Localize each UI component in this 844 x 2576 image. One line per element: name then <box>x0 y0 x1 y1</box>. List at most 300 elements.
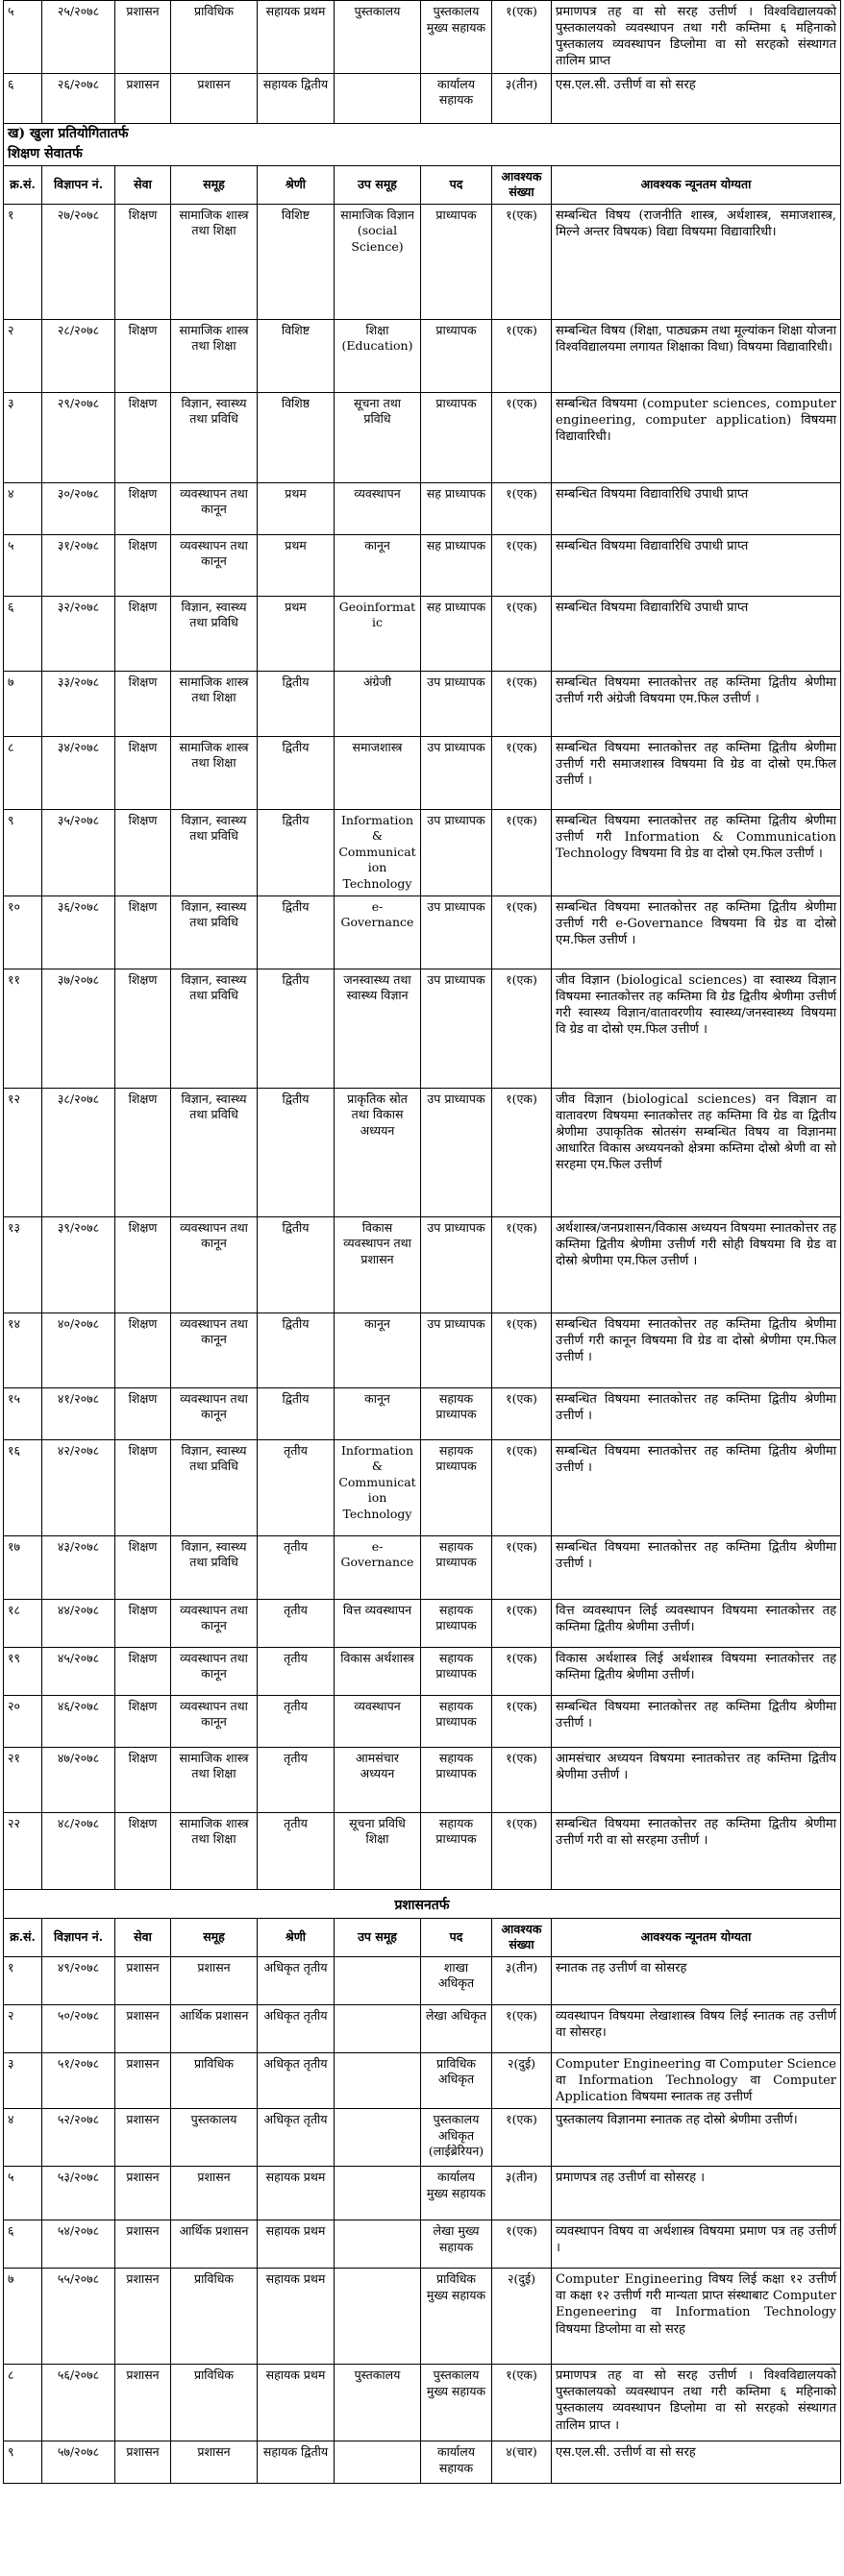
group-cell: सामाजिक शास्त्र तथा शिक्षा <box>171 736 258 809</box>
column-header: आवश्यक न्यूनतम योग्यता <box>552 1918 841 1956</box>
required-count-cell: १(एक) <box>492 392 552 482</box>
advertisement-no-cell: २७/२०७८ <box>42 204 115 319</box>
class-cell: द्वितीय <box>258 1387 335 1439</box>
service-cell: प्रशासन <box>115 2269 171 2365</box>
required-count-cell: १(एक) <box>492 2004 552 2052</box>
serial-cell: १६ <box>4 1439 42 1535</box>
subgroup-cell: अंग्रेजी <box>335 671 421 736</box>
serial-cell: ६ <box>4 73 42 123</box>
subgroup-cell: कानून <box>335 1387 421 1439</box>
table-row <box>4 1439 841 1535</box>
column-header: पद <box>421 1918 492 1956</box>
table-row <box>4 809 841 895</box>
service-cell: शिक्षण <box>115 319 171 392</box>
qualification-cell: सम्बन्धित विषयमा विद्यावारिधि उपाधी प्राप्त <box>552 534 841 596</box>
table-row <box>4 1695 841 1747</box>
class-cell: अधिकृत तृतीय <box>258 2109 335 2167</box>
qualification-cell: जीव विज्ञान (biological sciences) वा स्वास्थ्य विज्ञान विषयमा स्नातकोत्तर तह कम्तिमा वि ग्रेड द्वितीय श्रेणीमा उत्तीर्ण गरी स्वास्थ्य विज्ञान/वातावरणीय स्वास्थ्य/जनस्वास्थ्य विषयमा वि ग्रेड वा दोस्रो एम.फिल उत्तीर्ण । <box>552 969 841 1088</box>
subgroup-cell: e-Governance <box>335 895 421 969</box>
group-cell: प्राविधिक <box>171 2365 258 2441</box>
post-cell: प्राध्यापक <box>421 392 492 482</box>
required-count-cell: १(एक) <box>492 1812 552 1889</box>
required-count-cell: १(एक) <box>492 1647 552 1695</box>
required-count-cell: १(एक) <box>492 1216 552 1313</box>
serial-cell: ७ <box>4 2269 42 2365</box>
required-count-cell: १(एक) <box>492 1535 552 1599</box>
required-count-cell: १(एक) <box>492 1387 552 1439</box>
group-cell: विज्ञान, स्वास्थ्य तथा प्रविधि <box>171 969 258 1088</box>
serial-cell: १३ <box>4 1216 42 1313</box>
post-cell: सहायक प्राध्यापक <box>421 1439 492 1535</box>
table-row <box>4 1747 841 1812</box>
group-cell: सामाजिक शास्त्र तथा शिक्षा <box>171 204 258 319</box>
required-count-cell: १(एक) <box>492 1088 552 1216</box>
required-count-cell: १(एक) <box>492 1439 552 1535</box>
qualification-cell: सम्बन्धित विषयमा स्नातकोत्तर तह कम्तिमा द्वितीय श्रेणीमा उत्तीर्ण । <box>552 1535 841 1599</box>
advertisement-no-cell: ५३/२०७८ <box>42 2167 115 2220</box>
column-header: आवश्यक संख्या <box>492 1918 552 1956</box>
table-row <box>4 534 841 596</box>
serial-cell: ५ <box>4 534 42 596</box>
required-count-cell: १(एक) <box>492 204 552 319</box>
top-continuation-table <box>3 0 841 124</box>
group-cell: सामाजिक शास्त्र तथा शिक्षा <box>171 671 258 736</box>
table-row <box>4 1216 841 1313</box>
qualification-cell: सम्बन्धित विषय (राजनीति शास्त्र, अर्थशास्त्र, समाजशास्त्र, मिल्ने अन्तर विषयक) विद्या विषयमा विद्यावारिधी। <box>552 204 841 319</box>
required-count-cell: १(एक) <box>492 671 552 736</box>
required-count-cell: २(दुई) <box>492 2269 552 2365</box>
group-cell: प्रशासन <box>171 1956 258 2004</box>
post-cell: उप प्राध्यापक <box>421 1216 492 1313</box>
subgroup-cell: व्यवस्थापन <box>335 482 421 534</box>
required-count-cell: १(एक) <box>492 1599 552 1647</box>
post-cell: सहायक प्राध्यापक <box>421 1599 492 1647</box>
advertisement-no-cell: ५४/२०७८ <box>42 2220 115 2269</box>
qualification-cell: आमसंचार अध्ययन विषयमा स्नातकोत्तर तह कम्तिमा द्वितीय श्रेणीमा उत्तीर्ण । <box>552 1747 841 1812</box>
qualification-cell: सम्बन्धित विषयमा विद्यावारिधि उपाधी प्राप्त <box>552 482 841 534</box>
advertisement-no-cell: ५१/२०७८ <box>42 2052 115 2108</box>
subgroup-cell: जनस्वास्थ्य तथा स्वास्थ्य विज्ञान <box>335 969 421 1088</box>
qualification-cell: सम्बन्धित विषयमा विद्यावारिधि उपाधी प्राप्त <box>552 596 841 671</box>
serial-cell: ५ <box>4 2167 42 2220</box>
table-row <box>4 1 841 74</box>
service-cell: प्रशासन <box>115 2052 171 2108</box>
service-cell: शिक्षण <box>115 1535 171 1599</box>
serial-cell: ३ <box>4 2052 42 2108</box>
qualification-cell: प्रमाणपत्र तह उत्तीर्ण वा सोसरह । <box>552 2167 841 2220</box>
post-cell: उप प्राध्यापक <box>421 809 492 895</box>
required-count-cell: १(एक) <box>492 319 552 392</box>
qualification-cell: प्रमाणपत्र तह वा सो सरह उत्तीर्ण । विश्वविद्यालयको पुस्तकालयको व्यवस्थापन तथा गरी कम्तिमा ६ महिनाको पुस्तकालय व्यवस्थापन डिप्लोमा वा सो सरहको संस्थागत तालिम प्राप्त <box>552 1 841 74</box>
advertisement-no-cell: ५०/२०७८ <box>42 2004 115 2052</box>
qualification-cell: व्यवस्थापन विषयमा लेखाशास्त्र विषय लिई स्नातक तह उत्तीर्ण वा सोसरह। <box>552 2004 841 2052</box>
group-cell: व्यवस्थापन तथा कानून <box>171 1387 258 1439</box>
advertisement-no-cell: ४६/२०७८ <box>42 1695 115 1747</box>
subgroup-cell: प्राकृतिक स्रोत तथा विकास अध्ययन <box>335 1088 421 1216</box>
serial-cell: १ <box>4 204 42 319</box>
service-cell: शिक्षण <box>115 1439 171 1535</box>
post-cell: सहायक प्राध्यापक <box>421 1695 492 1747</box>
class-cell: तृतीय <box>258 1647 335 1695</box>
subgroup-cell: व्यवस्थापन <box>335 1695 421 1747</box>
serial-cell: १८ <box>4 1599 42 1647</box>
class-cell: अधिकृत तृतीय <box>258 1956 335 2004</box>
class-cell: द्वितीय <box>258 736 335 809</box>
advertisement-no-cell: ३६/२०७८ <box>42 895 115 969</box>
qualification-cell: अर्थशास्त्र/जनप्रशासन/विकास अध्ययन विषयमा स्नातकोत्तर तह कम्तिमा द्वितीय श्रेणीमा उत्तीर्ण गरी सोही विषयमा वि ग्रेड वा दोस्रो श्रेणीमा एम.फिल उत्तीर्ण । <box>552 1216 841 1313</box>
class-cell: सहायक प्रथम <box>258 2220 335 2269</box>
advertisement-no-cell: ३१/२०७८ <box>42 534 115 596</box>
required-count-cell: ४(चार) <box>492 2441 552 2484</box>
subgroup-cell: पुस्तकालय <box>335 2365 421 2441</box>
advertisement-no-cell: ४७/२०७८ <box>42 1747 115 1812</box>
teaching-posts-table <box>3 165 841 1890</box>
class-cell: द्वितीय <box>258 1313 335 1387</box>
teaching-table-header <box>4 165 841 204</box>
table-row <box>4 1313 841 1387</box>
service-cell: शिक्षण <box>115 392 171 482</box>
post-cell: प्राविधिक अधिकृत <box>421 2052 492 2108</box>
service-cell: प्रशासन <box>115 2004 171 2052</box>
subgroup-cell: विकास अर्थशास्त्र <box>335 1647 421 1695</box>
table-row <box>4 319 841 392</box>
table-row <box>4 2167 841 2220</box>
post-cell: उप प्राध्यापक <box>421 969 492 1088</box>
table-row <box>4 2220 841 2269</box>
class-cell: सहायक प्रथम <box>258 1 335 74</box>
required-count-cell: १(एक) <box>492 2220 552 2269</box>
qualification-cell: स्नातक तह उत्तीर्ण वा सोसरह <box>552 1956 841 2004</box>
class-cell: तृतीय <box>258 1535 335 1599</box>
qualification-cell: सम्बन्धित विषयमा स्नातकोत्तर तह कम्तिमा द्वितीय श्रेणीमा उत्तीर्ण गरी अंग्रेजी विषयमा एम.फिल उत्तीर्ण । <box>552 671 841 736</box>
advertisement-no-cell: २५/२०७८ <box>42 1 115 74</box>
group-cell: प्रशासन <box>171 73 258 123</box>
qualification-cell: सम्बन्धित विषय (शिक्षा, पाठ्यक्रम तथा मूल्यांकन शिक्षा योजना विश्वविद्यालयमा लगायत शिक्षाका विधा) विषयमा विद्यावारिधी। <box>552 319 841 392</box>
section-c-title: प्रशासनतर्फ <box>3 1890 841 1918</box>
service-cell: प्रशासन <box>115 2365 171 2441</box>
required-count-cell: १(एक) <box>492 1313 552 1387</box>
class-cell: सहायक प्रथम <box>258 2167 335 2220</box>
serial-cell: ८ <box>4 736 42 809</box>
qualification-cell: जीव विज्ञान (biological sciences) वन विज्ञान वा वातावरण विषयमा स्नातकोत्तर तह कम्तिमा वि ग्रेड वा द्वितीय श्रेणीमा उपाकृतिक स्रोतसंग सम्बन्धित विषय वा विज्ञानमा आधारित विकास अध्ययनको क्षेत्रमा कम्तिमा दोस्रो श्रेणी वा सो सरहमा एम.फिल उत्तीर्ण <box>552 1088 841 1216</box>
post-cell: उप प्राध्यापक <box>421 736 492 809</box>
qualification-cell: सम्बन्धित विषयमा स्नातकोत्तर तह कम्तिमा द्वितीय श्रेणीमा उत्तीर्ण गरी समाजशास्त्र विषयमा वि ग्रेड वा दोस्रो एम.फिल उत्तीर्ण । <box>552 736 841 809</box>
service-cell: प्रशासन <box>115 1 171 74</box>
serial-cell: १ <box>4 1956 42 2004</box>
advertisement-no-cell: ४०/२०७८ <box>42 1313 115 1387</box>
class-cell: द्वितीय <box>258 671 335 736</box>
advertisement-no-cell: ४२/२०७८ <box>42 1439 115 1535</box>
subgroup-cell: आमसंचार अध्ययन <box>335 1747 421 1812</box>
qualification-cell: सम्बन्धित विषयमा स्नातकोत्तर तह कम्तिमा द्वितीय श्रेणीमा उत्तीर्ण । <box>552 1439 841 1535</box>
service-cell: शिक्षण <box>115 1088 171 1216</box>
class-cell: द्वितीय <box>258 969 335 1088</box>
post-cell: पुस्तकालय मुख्य सहायक <box>421 2365 492 2441</box>
subgroup-cell: सूचना प्रविधि शिक्षा <box>335 1812 421 1889</box>
required-count-cell: १(एक) <box>492 895 552 969</box>
subgroup-cell <box>335 2220 421 2269</box>
post-cell: सहायक प्राध्यापक <box>421 1535 492 1599</box>
table-row <box>4 1088 841 1216</box>
group-cell: विज्ञान, स्वास्थ्य तथा प्रविधि <box>171 1088 258 1216</box>
post-cell: उप प्राध्यापक <box>421 895 492 969</box>
table-row <box>4 2004 841 2052</box>
class-cell: द्वितीय <box>258 1088 335 1216</box>
advertisement-no-cell: ३५/२०७८ <box>42 809 115 895</box>
post-cell: सहायक प्राध्यापक <box>421 1812 492 1889</box>
service-cell: शिक्षण <box>115 969 171 1088</box>
table-row <box>4 2269 841 2365</box>
table-row <box>4 1647 841 1695</box>
group-cell: व्यवस्थापन तथा कानून <box>171 1695 258 1747</box>
column-header: पद <box>421 165 492 204</box>
post-cell: पुस्तकालय मुख्य सहायक <box>421 1 492 74</box>
subgroup-cell <box>335 2167 421 2220</box>
service-cell: शिक्षण <box>115 1747 171 1812</box>
serial-cell: ४ <box>4 482 42 534</box>
table-row <box>4 596 841 671</box>
serial-cell: १२ <box>4 1088 42 1216</box>
advertisement-no-cell: ५२/२०७८ <box>42 2109 115 2167</box>
subgroup-cell: सूचना तथा प्रविधि <box>335 392 421 482</box>
column-header: आवश्यक संख्या <box>492 165 552 204</box>
group-cell: प्राविधिक <box>171 1 258 74</box>
subgroup-cell <box>335 2269 421 2365</box>
class-cell: प्रथम <box>258 534 335 596</box>
advertisement-no-cell: ५६/२०७८ <box>42 2365 115 2441</box>
service-cell: प्रशासन <box>115 2167 171 2220</box>
table-row <box>4 2109 841 2167</box>
required-count-cell: १(एक) <box>492 482 552 534</box>
advertisement-no-cell: ४९/२०७८ <box>42 1956 115 2004</box>
group-cell: आर्थिक प्रशासन <box>171 2220 258 2269</box>
required-count-cell: २(दुई) <box>492 2052 552 2108</box>
post-cell: लेखा अधिकृत <box>421 2004 492 2052</box>
qualification-cell: प्रमाणपत्र तह वा सो सरह उत्तीर्ण । विश्वविद्यालयको पुस्तकालयको व्यवस्थापन तथा गरी कम्तिमा ६ महिनाको पुस्तकालय व्यवस्थापन डिप्लोमा वा सो सरहको संस्थागत तालिम प्राप्त । <box>552 2365 841 2441</box>
required-count-cell: १(एक) <box>492 2365 552 2441</box>
service-cell: शिक्षण <box>115 482 171 534</box>
group-cell: पुस्तकालय <box>171 2109 258 2167</box>
advertisement-no-cell: ३३/२०७८ <box>42 671 115 736</box>
qualification-cell: Computer Engineering वा Computer Science वा Information Technology वा Computer Application विषयमा स्नातक तह उत्तीर्ण <box>552 2052 841 2108</box>
post-cell: पुस्तकालय अधिकृत (लाईब्रेरियन) <box>421 2109 492 2167</box>
service-cell: प्रशासन <box>115 1956 171 2004</box>
group-cell: व्यवस्थापन तथा कानून <box>171 1647 258 1695</box>
group-cell: व्यवस्थापन तथा कानून <box>171 482 258 534</box>
service-cell: शिक्षण <box>115 596 171 671</box>
advertisement-no-cell: ५५/२०७८ <box>42 2269 115 2365</box>
column-header: क्र.सं. <box>4 1918 42 1956</box>
advertisement-no-cell: ३७/२०७८ <box>42 969 115 1088</box>
table-row <box>4 204 841 319</box>
table-row <box>4 1956 841 2004</box>
column-header: उप समूह <box>335 1918 421 1956</box>
required-count-cell: ३(तीन) <box>492 1956 552 2004</box>
serial-cell: १७ <box>4 1535 42 1599</box>
service-cell: शिक्षण <box>115 671 171 736</box>
subgroup-cell <box>335 73 421 123</box>
service-cell: प्रशासन <box>115 2441 171 2484</box>
subgroup-cell: Information & Communication Technology <box>335 809 421 895</box>
post-cell: कार्यालय सहायक <box>421 2441 492 2484</box>
class-cell: सहायक प्रथम <box>258 2365 335 2441</box>
qualification-cell: सम्बन्धित विषयमा स्नातकोत्तर तह कम्तिमा द्वितीय श्रेणीमा उत्तीर्ण । <box>552 1695 841 1747</box>
group-cell: व्यवस्थापन तथा कानून <box>171 1599 258 1647</box>
service-cell: शिक्षण <box>115 1599 171 1647</box>
table-row <box>4 392 841 482</box>
column-header: श्रेणी <box>258 1918 335 1956</box>
serial-cell: १५ <box>4 1387 42 1439</box>
column-header: समूह <box>171 1918 258 1956</box>
qualification-cell: पुस्तकालय विज्ञानमा स्नातक तह दोस्रो श्रेणीमा उत्तीर्ण। <box>552 2109 841 2167</box>
post-cell: सह प्राध्यापक <box>421 596 492 671</box>
serial-cell: २० <box>4 1695 42 1747</box>
subgroup-cell: वित्त व्यवस्थापन <box>335 1599 421 1647</box>
table-row <box>4 736 841 809</box>
post-cell: कार्यालय सहायक <box>421 73 492 123</box>
table-row <box>4 2441 841 2484</box>
service-cell: प्रशासन <box>115 73 171 123</box>
qualification-cell: एस.एल.सी. उत्तीर्ण वा सो सरह <box>552 2441 841 2484</box>
service-cell: शिक्षण <box>115 736 171 809</box>
required-count-cell: ३(तीन) <box>492 73 552 123</box>
required-count-cell: १(एक) <box>492 736 552 809</box>
serial-cell: ३ <box>4 392 42 482</box>
required-count-cell: १(एक) <box>492 969 552 1088</box>
advertisement-no-cell: ३८/२०७८ <box>42 1088 115 1216</box>
advertisement-no-cell: ३९/२०७८ <box>42 1216 115 1313</box>
service-cell: शिक्षण <box>115 204 171 319</box>
qualification-cell: विकास अर्थशास्त्र लिई अर्थशास्त्र विषयमा स्नातकोत्तर तह कम्तिमा द्वितीय श्रेणीमा उत्तीर्ण। <box>552 1647 841 1695</box>
subgroup-cell <box>335 1956 421 2004</box>
column-header: विज्ञापन नं. <box>42 1918 115 1956</box>
admin-table-header <box>4 1918 841 1956</box>
column-header: क्र.सं. <box>4 165 42 204</box>
qualification-cell: Computer Engineering विषय लिई कक्षा १२ उत्तीर्ण वा कक्षा १२ उत्तीर्ण गरी मान्यता प्राप्त संस्थाबाट Computer Engeneering वा Information Technology विषयमा डिप्लोमा वा सो सरह <box>552 2269 841 2365</box>
required-count-cell: १(एक) <box>492 534 552 596</box>
class-cell: सहायक प्रथम <box>258 2269 335 2365</box>
class-cell: तृतीय <box>258 1747 335 1812</box>
admin-posts-table <box>3 1918 841 2484</box>
advertisement-no-cell: ४१/२०७८ <box>42 1387 115 1439</box>
subgroup-cell: शिक्षा (Education) <box>335 319 421 392</box>
class-cell: तृतीय <box>258 1812 335 1889</box>
serial-cell: ६ <box>4 2220 42 2269</box>
post-cell: लेखा मुख्य सहायक <box>421 2220 492 2269</box>
serial-cell: ४ <box>4 2109 42 2167</box>
advertisement-no-cell: २८/२०७८ <box>42 319 115 392</box>
serial-cell: २२ <box>4 1812 42 1889</box>
qualification-cell: सम्बन्धित विषयमा स्नातकोत्तर तह कम्तिमा द्वितीय श्रेणीमा उत्तीर्ण गरी e-Governance विषयमा वि ग्रेड वा दोस्रो एम.फिल उत्तीर्ण । <box>552 895 841 969</box>
advertisement-no-cell: ३२/२०७८ <box>42 596 115 671</box>
post-cell: सह प्राध्यापक <box>421 482 492 534</box>
group-cell: विज्ञान, स्वास्थ्य तथा प्रविधि <box>171 1535 258 1599</box>
qualification-cell: सम्बन्धित विषयमा (computer sciences, computer engineering, computer application) विषयमा विद्यावारिधी। <box>552 392 841 482</box>
class-cell: तृतीय <box>258 1599 335 1647</box>
service-cell: शिक्षण <box>115 809 171 895</box>
subgroup-cell: पुस्तकालय <box>335 1 421 74</box>
advertisement-no-cell: ४८/२०७८ <box>42 1812 115 1889</box>
class-cell: अधिकृत तृतीय <box>258 2052 335 2108</box>
post-cell: शाखा अधिकृत <box>421 1956 492 2004</box>
table-row <box>4 969 841 1088</box>
subgroup-cell: समाजशास्त्र <box>335 736 421 809</box>
post-cell: सहायक प्राध्यापक <box>421 1647 492 1695</box>
service-cell: शिक्षण <box>115 1216 171 1313</box>
table-row <box>4 671 841 736</box>
qualification-cell: व्यवस्थापन विषय वा अर्थशास्त्र विषयमा प्रमाण पत्र तह उत्तीर्ण । <box>552 2220 841 2269</box>
serial-cell: ९ <box>4 809 42 895</box>
group-cell: प्राविधिक <box>171 2052 258 2108</box>
service-cell: शिक्षण <box>115 1695 171 1747</box>
service-cell: शिक्षण <box>115 895 171 969</box>
table-row <box>4 1535 841 1599</box>
class-cell: द्वितीय <box>258 1216 335 1313</box>
post-cell: सह प्राध्यापक <box>421 534 492 596</box>
post-cell: उप प्राध्यापक <box>421 1313 492 1387</box>
service-cell: शिक्षण <box>115 1812 171 1889</box>
serial-cell: २ <box>4 319 42 392</box>
subgroup-cell: विकास व्यवस्थापन तथा प्रशासन <box>335 1216 421 1313</box>
advertisement-no-cell: ४४/२०७८ <box>42 1599 115 1647</box>
service-cell: शिक्षण <box>115 1647 171 1695</box>
group-cell: व्यवस्थापन तथा कानून <box>171 1216 258 1313</box>
table-row <box>4 1387 841 1439</box>
post-cell: प्राध्यापक <box>421 204 492 319</box>
group-cell: विज्ञान, स्वास्थ्य तथा प्रविधि <box>171 895 258 969</box>
qualification-cell: एस.एल.सी. उत्तीर्ण वा सो सरह <box>552 73 841 123</box>
group-cell: विज्ञान, स्वास्थ्य तथा प्रविधि <box>171 392 258 482</box>
subgroup-cell <box>335 2441 421 2484</box>
serial-cell: १४ <box>4 1313 42 1387</box>
column-header: उप समूह <box>335 165 421 204</box>
group-cell: विज्ञान, स्वास्थ्य तथा प्रविधि <box>171 809 258 895</box>
required-count-cell: १(एक) <box>492 809 552 895</box>
class-cell: विशिष्ट <box>258 319 335 392</box>
serial-cell: ७ <box>4 671 42 736</box>
post-cell: प्राविधिक मुख्य सहायक <box>421 2269 492 2365</box>
table-row <box>4 2365 841 2441</box>
serial-cell: ९ <box>4 2441 42 2484</box>
subgroup-cell <box>335 2004 421 2052</box>
group-cell: विज्ञान, स्वास्थ्य तथा प्रविधि <box>171 1439 258 1535</box>
required-count-cell: ३(तीन) <box>492 2167 552 2220</box>
group-cell: प्रशासन <box>171 2167 258 2220</box>
serial-cell: २ <box>4 2004 42 2052</box>
column-header: समूह <box>171 165 258 204</box>
subgroup-cell <box>335 2052 421 2108</box>
advertisement-no-cell: ३०/२०७८ <box>42 482 115 534</box>
class-cell: तृतीय <box>258 1439 335 1535</box>
table-row <box>4 2052 841 2108</box>
table-row <box>4 482 841 534</box>
qualification-cell: सम्बन्धित विषयमा स्नातकोत्तर तह कम्तिमा द्वितीय श्रेणीमा उत्तीर्ण गरी वा सो सरहमा उत्तीर्ण । <box>552 1812 841 1889</box>
group-cell: व्यवस्थापन तथा कानून <box>171 1313 258 1387</box>
class-cell: सहायक द्वितीय <box>258 2441 335 2484</box>
advertisement-no-cell: ४५/२०७८ <box>42 1647 115 1695</box>
group-cell: सामाजिक शास्त्र तथा शिक्षा <box>171 1747 258 1812</box>
subgroup-cell: Information & Communication Technology <box>335 1439 421 1535</box>
service-cell: प्रशासन <box>115 2220 171 2269</box>
table-row <box>4 895 841 969</box>
advertisement-no-cell: ५७/२०७८ <box>42 2441 115 2484</box>
post-cell: कार्यालय मुख्य सहायक <box>421 2167 492 2220</box>
serial-cell: १० <box>4 895 42 969</box>
qualification-cell: सम्बन्धित विषयमा स्नातकोत्तर तह कम्तिमा द्वितीय श्रेणीमा उत्तीर्ण गरी कानून विषयमा वि ग्रेड वा दोस्रो श्रेणीमा एम.फिल उत्तीर्ण । <box>552 1313 841 1387</box>
column-header: विज्ञापन नं. <box>42 165 115 204</box>
qualification-cell: सम्बन्धित विषयमा स्नातकोत्तर तह कम्तिमा द्वितीय श्रेणीमा उत्तीर्ण । <box>552 1387 841 1439</box>
group-cell: व्यवस्थापन तथा कानून <box>171 534 258 596</box>
